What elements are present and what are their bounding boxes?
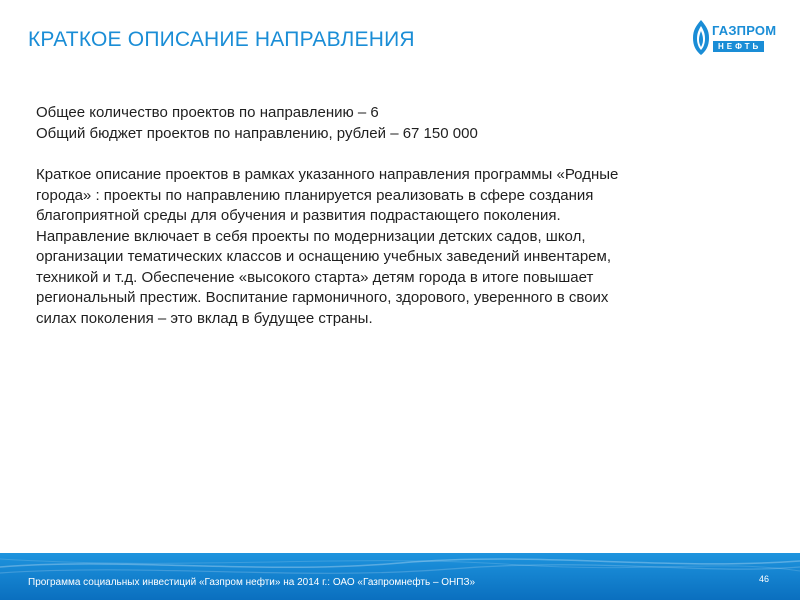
projects-count: Общее количество проектов по направлению – 6 xyxy=(36,104,379,121)
footer-text: Программа социальных инвестиций «Газпром нефти» на 2014 г.: ОАО «Газпромнефть – ОНПЗ» xyxy=(28,577,476,588)
description-line: техникой и т.д. Обеспечение «высокого старта» детям города в итоге повышает xyxy=(36,268,594,286)
slide-title: КРАТКОЕ ОПИСАНИЕ НАПРАВЛЕНИЯ xyxy=(28,28,415,51)
flame-logo-icon xyxy=(690,18,712,58)
gazprom-neft-logo xyxy=(690,18,777,58)
description-line: благоприятной среды для обучения и развития подрастающего поколения. xyxy=(36,207,561,224)
slide-content xyxy=(36,103,736,329)
description-line: Направление включает в себя проекты по модернизации детских садов, школ, xyxy=(36,227,586,245)
description-line: Краткое описание проектов в рамках указанного направления программы «Родные xyxy=(36,166,619,183)
description-line: региональный престиж. Воспитание гармоничного, здорового, уверенного в своих xyxy=(36,289,609,306)
description-line: силах поколения – это вклад в будущее страны. xyxy=(36,309,373,327)
logo-text-bottom: НЕФТЬ xyxy=(713,41,764,52)
footer-bar xyxy=(0,553,800,600)
page-number: 46 xyxy=(759,574,770,584)
projects-budget: Общий бюджет проектов по направлению, рублей – 67 150 000 xyxy=(36,124,478,142)
description-line: города» : проекты по направлению планируется реализовать в сфере создания xyxy=(36,186,594,204)
description-line: организации тематических классов и оснащению учебных заведений инвентарем, xyxy=(36,248,611,265)
logo-text-top: ГАЗПРОМ xyxy=(712,23,777,38)
description-paragraph xyxy=(36,165,736,329)
